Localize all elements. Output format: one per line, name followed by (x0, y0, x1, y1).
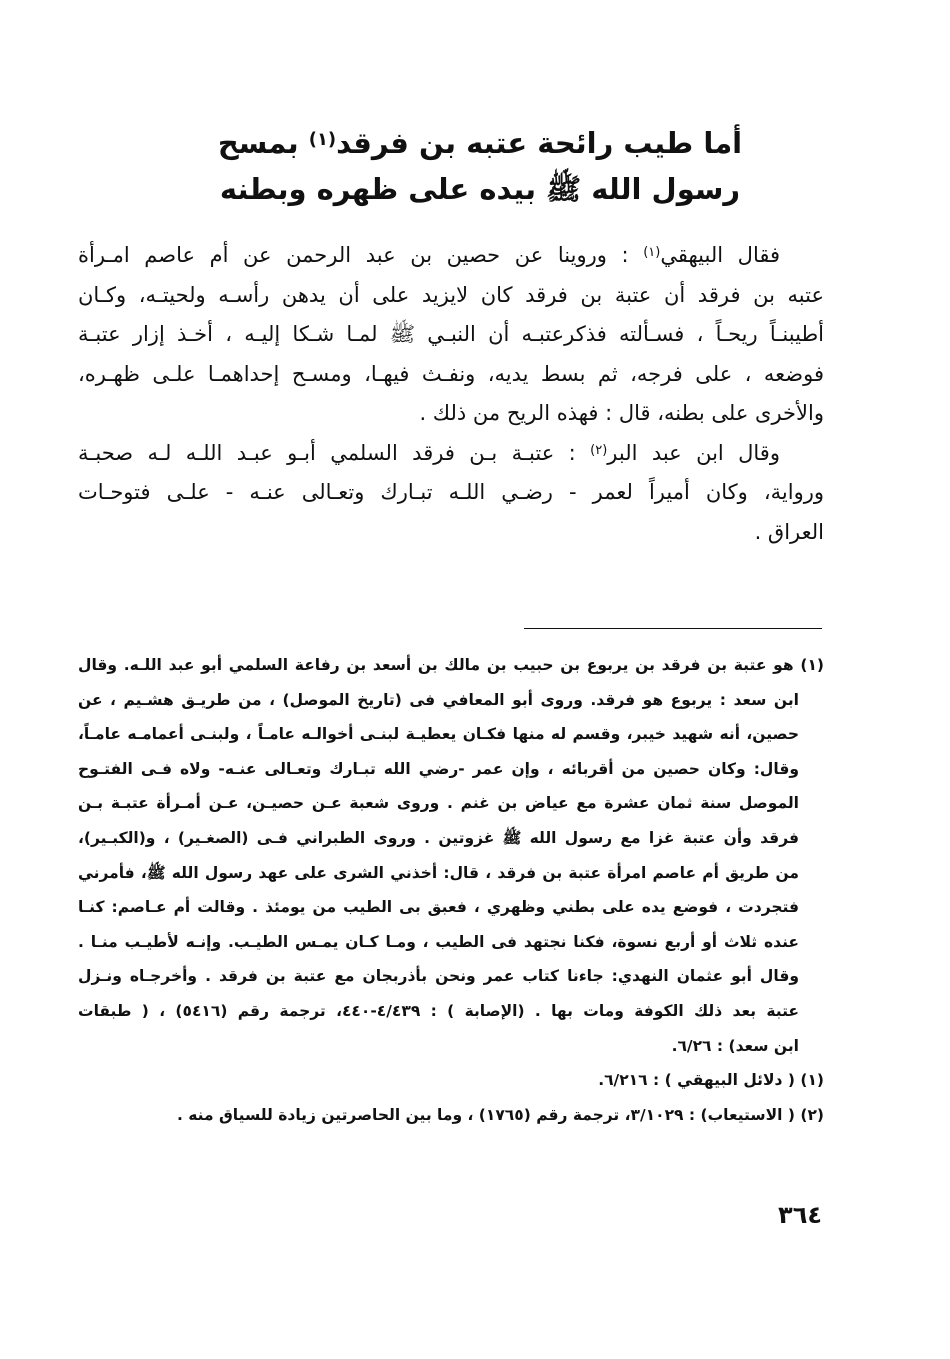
footnote-separator (524, 628, 822, 629)
title-line-2: رسول الله ﷺ بيده على ظهره وبطنه (219, 172, 741, 206)
footnote-ref: (١) (643, 245, 661, 261)
title-line-1: أما طيب رائحة عتبه بن فرقد$^{(١)}$ بمسح (217, 126, 743, 160)
footnote-line: ابن سعد) : ٦/٢٦. (671, 1036, 799, 1055)
footnote-line: (١) ( دلائل البيهقي ) : ٦/٢١٦. (598, 1071, 824, 1090)
footnote-line: الموصل سنة ثمان عشرة مع عياض بن غنم . وروى شعبة عـن حصيـن، عـن أمـرأة عتبـة بـن (78, 794, 799, 813)
footnote-line: عتبة بعد ذلك الكوفة ومات بها . (الإصابة ) : ٤/٤٣٩-٤٤٠، ترجمة رقم (٥٤١٦) ، ( طبقات (78, 1001, 799, 1020)
body-line-5: والأخرى على بطنه، قال : فهذه الريح من ذلك . (419, 401, 824, 425)
body-line-3: أطيبنـاً ريحـاً ، فسـألته فذكرعتبـه أن النبـي ﷺ لمـا شـكا إليـه ، أخـذ إزار عتبـة (78, 322, 824, 346)
footnote-ref: (١) (308, 128, 337, 150)
footnote-line: وقال أبو عثمان النهدي: جاءنا كتاب عمر ونحن بأذربجان مع عتبة بن فرقد . وأخرجـاه ونـزل (78, 967, 799, 986)
footnote-line: فرقد وأن عتبة غزا مع رسول الله ﷺ غزوتين . وروى الطبراني فـى (الصغـير) ، و(الكبـير)، (78, 828, 799, 847)
footnote-line: عنده ثلاث أو أربع نسوة، فكنا نجتهد فى الطيب ، ومـا كـان يمـس الطيـب. وإنـه لأطيـب منـا . (78, 932, 799, 951)
body-line-1: فقال البيهقي$^{(١)}$ : وروينا عن حصين بن عبد الرحمن عن أم عاصم امـرأة (78, 243, 780, 267)
body-line-2: عتبه بن فرقد أن عتبة بن فرقد كان لايزيد على أن يدهن رأسـه ولحيتـه، وكـان (78, 282, 824, 307)
body-line-6: وقال ابن عبد البر$^{(٢)}$ : عتبـة بـن فرقد السلمي أبـو عبـد اللـه لـه صحبـة (78, 440, 780, 465)
footnote-line: من طريق أم عاصم امرأة عتبة بن فرقد ، قال: أخذني الشرى على عهد رسول الله ﷺ، فأمرني (78, 863, 799, 882)
footnote-line: فتجردت ، فوضع يده على بطني وظهري ، فعبق بى الطيب من يومئذ . وقالت أم عـاصم: كنـا (78, 898, 799, 917)
page-number: ٣٦٤ (778, 1201, 822, 1229)
footnote-ref: (٢) (590, 442, 608, 458)
footnote-line: ابن سعد : يربوع هو فرقد. وروى أبو المعافي فى (تاريخ الموصل) ، من طريـق هشـيم ، عن (78, 690, 799, 709)
footnote-line: (١) هو عتبة بن فرقد بن يربوع بن حبيب بن مالك بن أسعد بن رفاعة السلمي أبو عبد اللـه. وقال (78, 656, 824, 674)
footnote-line: وقال: وكان حصين من أقربائه ، وإن عمر -رضي الله تبـارك وتعـالى عنـه- ولاه فـى الفتـوح (78, 759, 799, 778)
body-line-7: ورواية، وكان أميراً لعمر - رضـي اللـه تبـارك وتعـالى عنـه - علـى فتوحـات (78, 480, 824, 504)
footnotes (78, 648, 824, 1132)
main-text (78, 236, 824, 552)
body-line-4: فوضعه ، على فرجه، ثم بسط يديه، ونفـث فيهـا، ومسـح إحداهمـا علـى ظهـره، (78, 361, 824, 386)
footnote-line: (٢) ( الاستيعاب) : ٣/١٠٢٩، ترجمة رقم (١٧٦٥) ، وما بين الحاصرتين زيادة للسياق منه . (176, 1105, 824, 1124)
footnote-line: حصين، أنه شهيد خيبر، وقسم له منها فكـان يعطيـة لبنـى أخوالـه عامـاً ، ولبنـى أعمامـه عامـاً، (78, 725, 799, 744)
section-title (160, 120, 800, 212)
body-line-8: العراق . (754, 519, 824, 544)
